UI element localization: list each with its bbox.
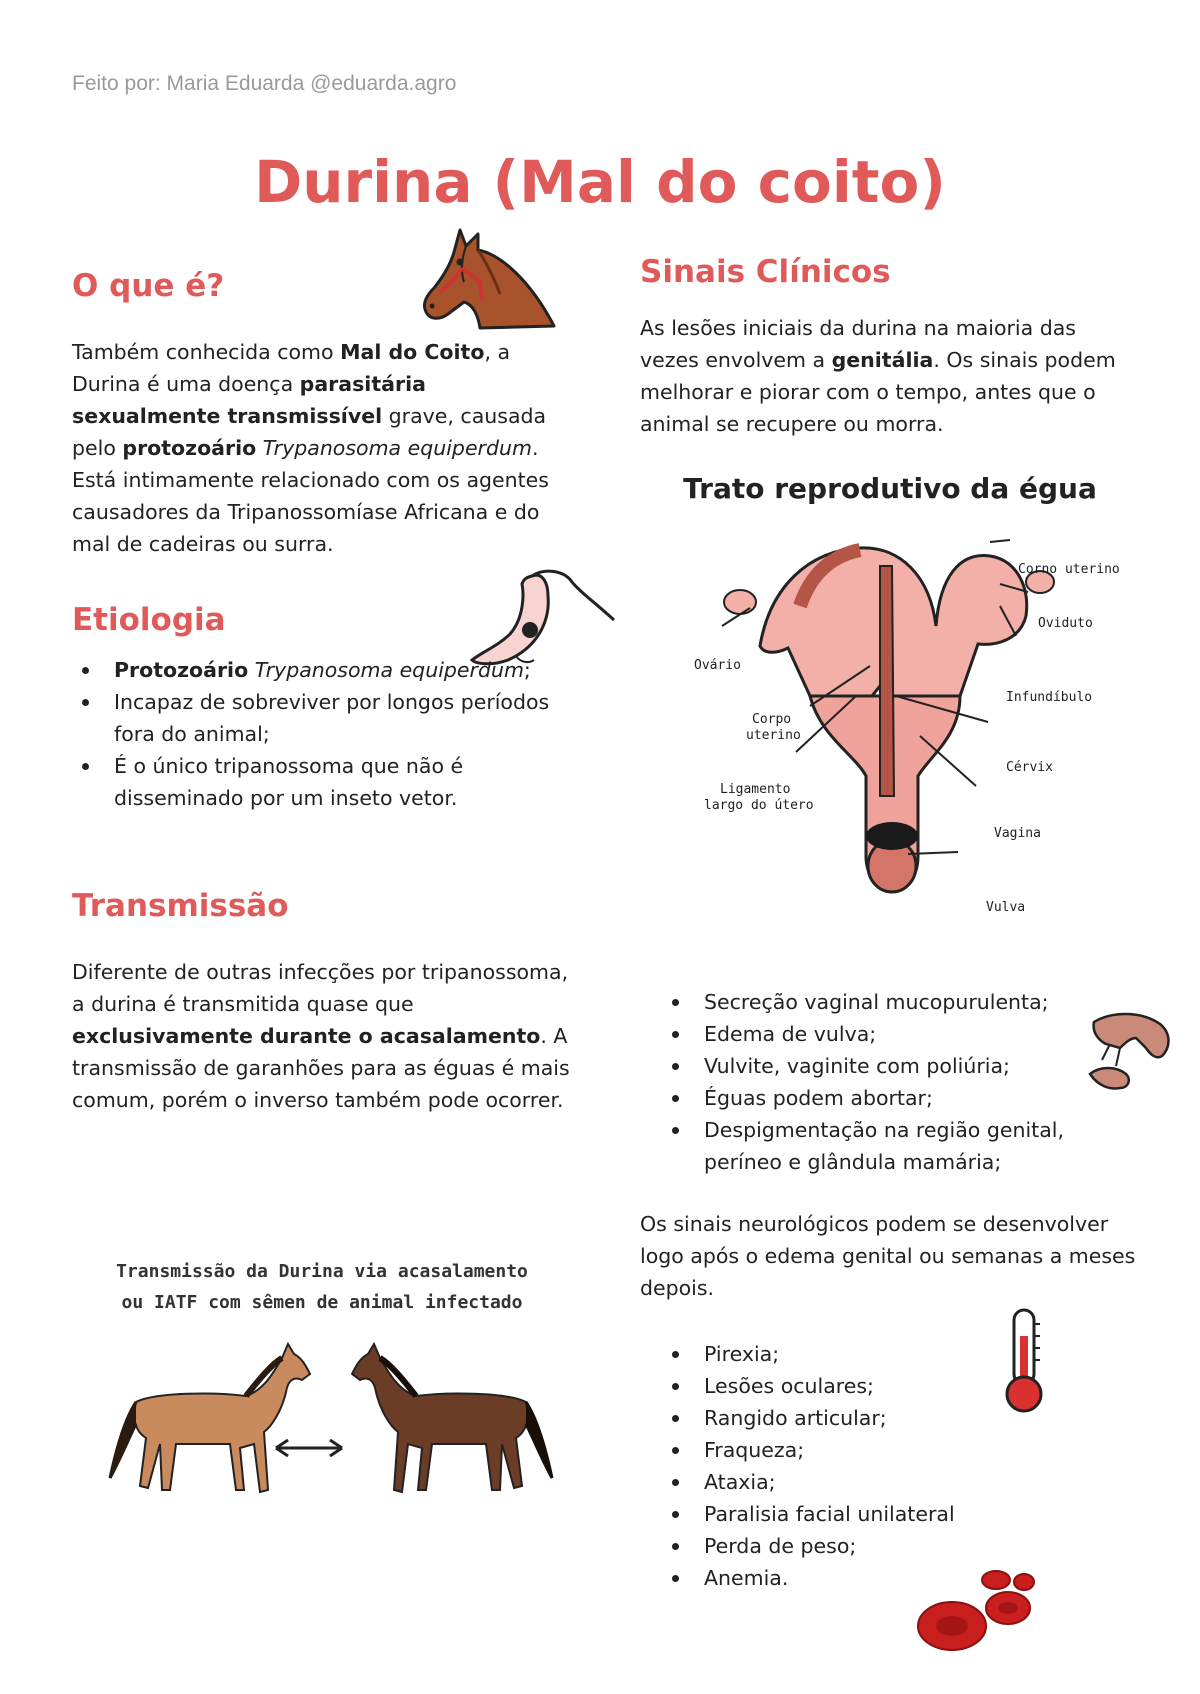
label-corpo-1: Corpo <box>752 712 792 727</box>
heading-transmission: Transmissão <box>72 888 289 924</box>
hand-icon <box>1080 1004 1176 1100</box>
list-item: Pirexia; <box>662 1338 1122 1370</box>
list-item: Rangido articular; <box>662 1402 1122 1434</box>
etiology-list <box>72 654 552 814</box>
list-item: Éguas podem abortar; <box>662 1082 1122 1114</box>
list-item: Anemia. <box>662 1562 1122 1594</box>
label-ovario: Ovário <box>694 658 741 673</box>
list-item: Protozoário Trypanosoma equiperdum; <box>72 654 552 686</box>
label-cervix: Cérvix <box>1006 760 1053 775</box>
list-item: Despigmentação na região genital, períneo e glândula mamária; <box>662 1114 1122 1178</box>
list-item: Incapaz de sobreviver por longos períodos fora do animal; <box>72 686 552 750</box>
label-vulva: Vulva <box>986 900 1026 915</box>
label-vagina: Vagina <box>994 826 1041 841</box>
label-oviduto: Oviduto <box>1038 616 1093 631</box>
transmission-caption: Transmissão da Durina via acasalamento ou IATF com sêmen de animal infectado <box>116 1261 528 1313</box>
list-item: Secreção vaginal mucopurulenta; <box>662 986 1122 1018</box>
list-item: É o único tripanossoma que não é disseminado por um inseto vetor. <box>72 750 552 814</box>
figure-title: Trato reprodutivo da égua <box>683 472 1097 505</box>
list-item: Lesões oculares; <box>662 1370 1122 1402</box>
thermometer-icon <box>996 1306 1052 1416</box>
heading-clinical-signs: Sinais Clínicos <box>640 254 891 290</box>
list-item: Fraqueza; <box>662 1434 1122 1466</box>
label-ligamento-1: Ligamento <box>720 782 791 797</box>
horses-illustration <box>96 1340 566 1510</box>
heading-what-is: O que é? <box>72 268 225 304</box>
heading-etiology: Etiologia <box>72 602 226 638</box>
author-credit: Feito por: Maria Eduarda @eduarda.agro <box>72 72 457 95</box>
horse-head-icon <box>420 222 560 334</box>
double-arrow-icon <box>276 1440 342 1456</box>
light-horse-icon <box>110 1344 310 1492</box>
dark-horse-icon <box>352 1344 552 1492</box>
list-item: Paralisia facial unilateral <box>662 1498 1122 1530</box>
signs-list-neuro <box>662 1338 1122 1594</box>
uterus-diagram <box>660 536 1100 916</box>
label-ligamento-2: largo do útero <box>704 798 814 813</box>
label-corno: Corno uterino <box>1018 562 1120 577</box>
page-title: Durina (Mal do coito) <box>254 148 946 216</box>
list-item: Perda de peso; <box>662 1530 1122 1562</box>
label-corpo-2: uterino <box>746 728 801 743</box>
signs-list-genital <box>662 986 1122 1178</box>
red-blood-cells-icon <box>912 1568 1042 1660</box>
list-item: Ataxia; <box>662 1466 1122 1498</box>
transmission-paragraph: Diferente de outras infecções por tripanossoma, a durina é transmitida quase que exclusivamente durante o acasalamento. A transmissão de garanhões para as éguas é mais comum, porém o inverso também pode ocorrer. <box>72 960 570 1112</box>
what-is-paragraph: Também conhecida como Mal do Coito, a Durina é uma doença parasitária sexualmente transmissível grave, causada pelo protozoário Trypanosoma equiperdum. Está intimamente relacionado com os agentes causadores da Tripanossomíase Africana e do mal de cadeiras ou surra. <box>72 340 549 556</box>
list-item: Vulvite, vaginite com poliúria; <box>662 1050 1122 1082</box>
neuro-paragraph: Os sinais neurológicos podem se desenvolver logo após o edema genital ou semanas a meses depois. <box>640 1212 1136 1300</box>
label-infundibulo: Infundíbulo <box>1006 690 1093 705</box>
list-item: Edema de vulva; <box>662 1018 1122 1050</box>
signs-paragraph: As lesões iniciais da durina na maioria das vezes envolvem a genitália. Os sinais podem melhorar e piorar com o tempo, antes que o animal se recupere ou morra. <box>640 316 1116 436</box>
